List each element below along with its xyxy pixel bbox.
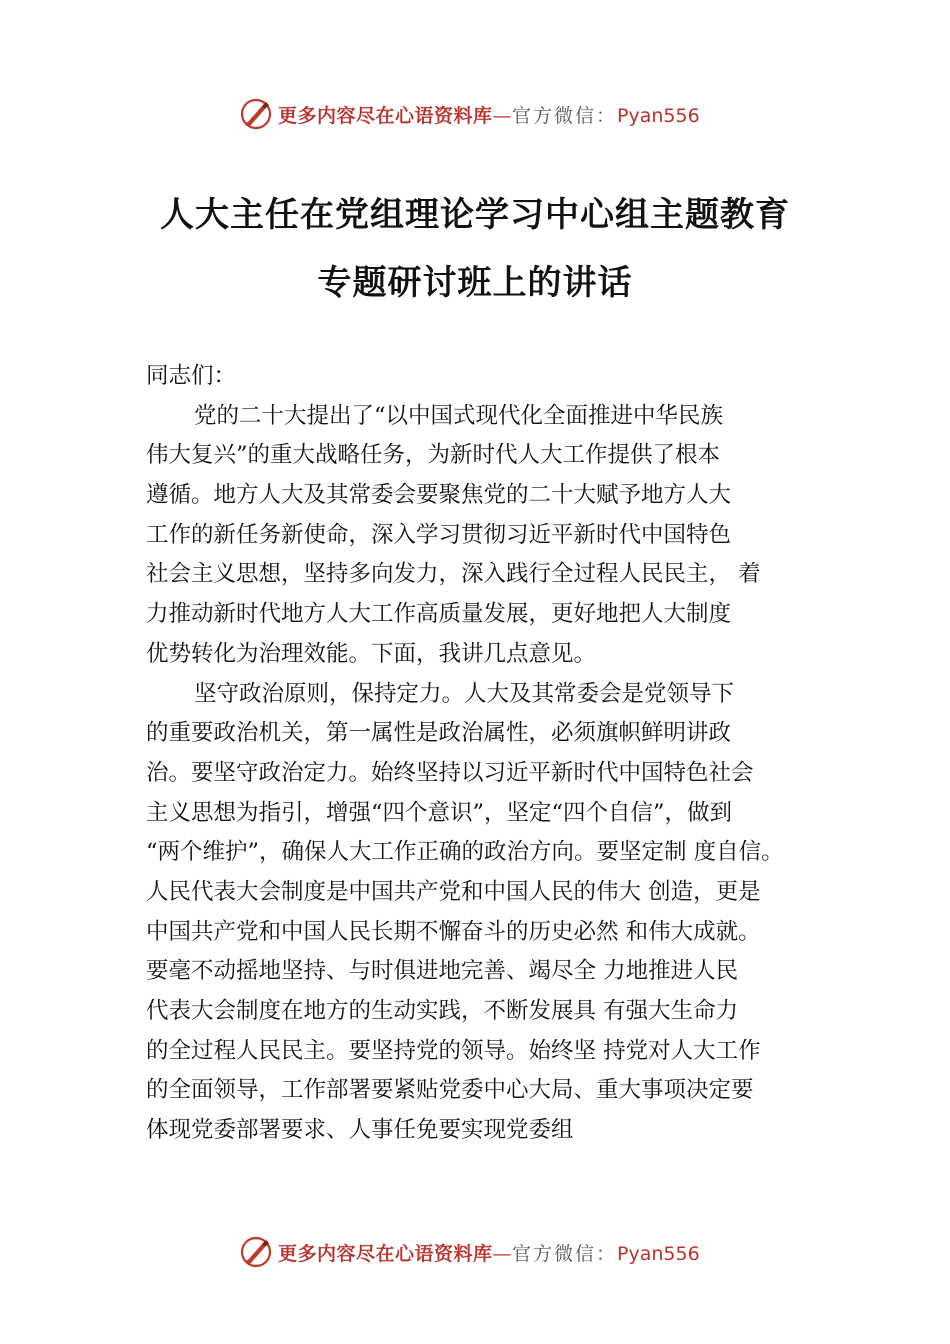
pen-logo-icon: [238, 1234, 274, 1270]
watermark-wechat-id: Pyan556: [617, 105, 700, 127]
text-line: 社会主义思想，坚持多向发力，深入践行全过程人民民主， 着: [146, 561, 761, 588]
text-line: 人民代表大会制度是中国共产党和中国人民的伟大 创造，更是: [146, 878, 761, 905]
text-line: 的全过程人民民主。要坚持党的领导。始终坚 持党对人大工作: [146, 1037, 761, 1064]
text-line: 体现党委部署要求、人事任免要实现党委组: [146, 1117, 574, 1144]
text-line: 优势转化为治理效能。下面，我讲几点意见。: [146, 640, 597, 667]
document-title-line-2: 专题研讨班上的讲话: [317, 263, 633, 303]
text-line: 工作的新任务新使命，深入学习贯彻习近平新时代中国特色: [146, 521, 732, 548]
text-line: 中国共产党和中国人民长期不懈奋斗的历史必然 和伟大成就。: [146, 918, 761, 945]
watermark-main-text: 更多内容尽在心语资料库: [278, 1243, 493, 1265]
paragraph-1: [146, 397, 866, 675]
watermark-wechat-id: Pyan556: [617, 1243, 700, 1265]
pen-logo-icon: [238, 96, 274, 132]
watermark-text: [278, 101, 700, 128]
text-line: 遵循。地方人大及其常委会要聚焦党的二十大赋予地方人大: [146, 482, 732, 509]
text-line: 的重要政治机关，第一属性是政治属性，必须旗帜鲜明讲政: [146, 720, 732, 747]
text-line: 代表大会制度在地方的生动实践，不断发展具 有强大生命力: [146, 998, 739, 1024]
text-line: 治。要坚守政治定力。始终坚持以习近平新时代中国特色社会: [146, 759, 754, 786]
text-line: 主义思想为指引，增强“四个意识”，坚定“四个自信”，做到: [146, 799, 733, 826]
watermark-banner-top: [0, 94, 950, 134]
watermark-label: 官方微信：: [512, 1243, 618, 1265]
watermark-dash: —: [492, 1243, 513, 1265]
text-line: 坚守政治原则，保持定力。人大及其常委会是党领导下: [194, 680, 735, 707]
salutation: 同志们：: [146, 363, 237, 389]
text-line: 力推动新时代地方人大工作高质量发展，更好地把人大制度: [146, 601, 732, 628]
document-title-line-1: 人大主任在党组理论学习中心组主题教育: [160, 195, 790, 235]
watermark-label: 官方微信：: [512, 105, 618, 127]
watermark-dash: —: [492, 105, 513, 127]
text-line: “两个维护”，确保人大工作正确的政治方向。要坚定制 度自信。: [146, 839, 784, 866]
watermark-main-text: 更多内容尽在心语资料库: [278, 105, 493, 127]
watermark-banner-bottom: [0, 1232, 950, 1272]
text-line: 的全面领导，工作部署要紧贴党委中心大局、重大事项决定要: [146, 1077, 754, 1104]
paragraph-2: [146, 675, 866, 1151]
text-line: 要毫不动摇地坚持、与时俱进地完善、竭尽全 力地推进人民: [146, 958, 739, 985]
text-line: 党的二十大提出了“以中国式现代化全面推进中华民族: [194, 402, 724, 429]
watermark-text: [278, 1239, 700, 1266]
text-line: 伟大复兴”的重大战略任务，为新时代人大工作提供了根本: [146, 442, 721, 469]
document-body: [146, 357, 866, 1151]
